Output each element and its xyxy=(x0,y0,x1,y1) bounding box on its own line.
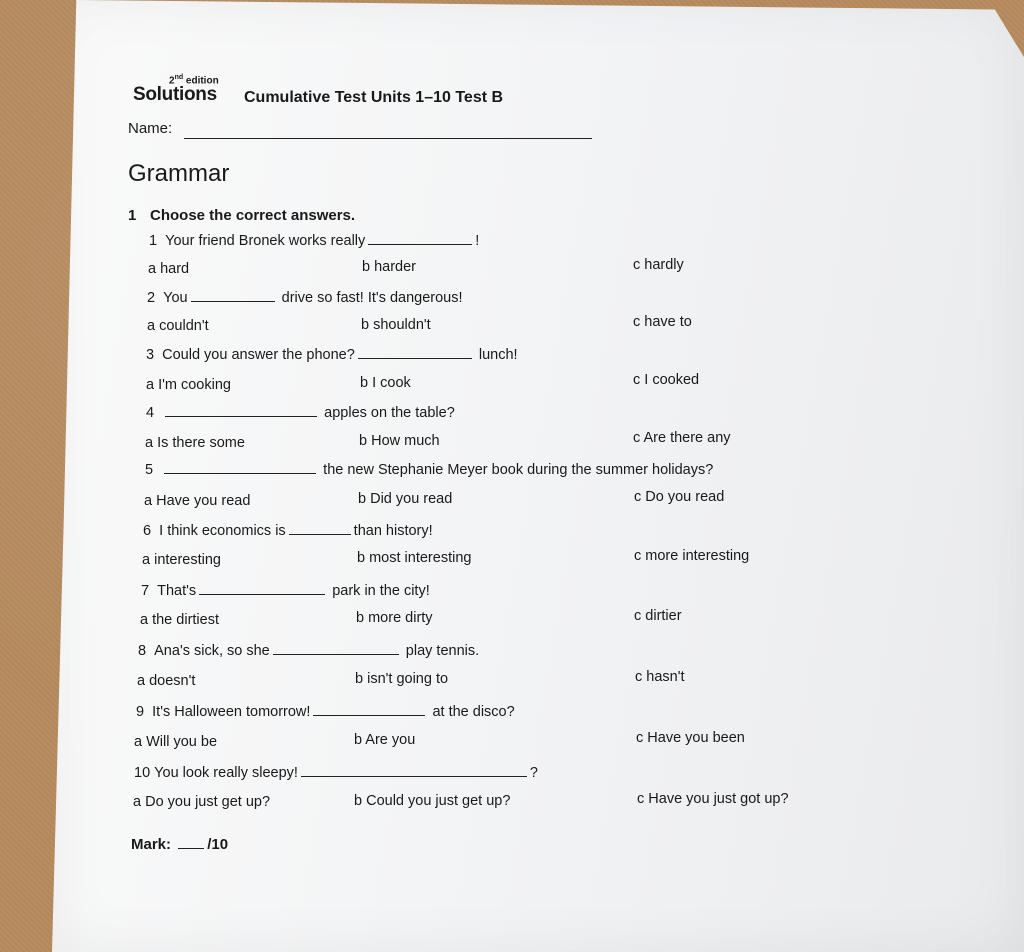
option-9b[interactable]: b Are you xyxy=(354,732,416,748)
task-heading xyxy=(128,207,355,224)
task-number: 1 xyxy=(128,207,137,224)
option-3c[interactable]: c I cooked xyxy=(633,372,700,388)
option-1c[interactable]: c hardly xyxy=(633,257,684,273)
question-2: 2 You drive so fast! It's dangerous! xyxy=(147,290,463,306)
option-10c[interactable]: c Have you just got up? xyxy=(637,791,789,807)
option-5a[interactable]: a Have you read xyxy=(144,493,251,509)
question-4: 4 apples on the table? xyxy=(146,405,455,421)
name-field[interactable] xyxy=(184,138,592,139)
question-3: 3 Could you answer the phone? lunch! xyxy=(146,347,518,363)
mark-line xyxy=(131,836,228,853)
option-7c[interactable]: c dirtier xyxy=(634,608,682,624)
option-8b[interactable]: b isn't going to xyxy=(355,671,449,687)
answer-blank[interactable] xyxy=(358,346,472,359)
question-6: 6 I think economics is than history! xyxy=(143,523,433,539)
answer-blank[interactable] xyxy=(199,582,325,595)
option-6a[interactable]: a interesting xyxy=(142,552,221,568)
answer-blank[interactable] xyxy=(273,642,399,655)
name-label: Name: xyxy=(128,120,173,137)
option-3a[interactable]: a I'm cooking xyxy=(146,377,231,393)
answer-blank[interactable] xyxy=(368,232,472,245)
mark-total: /10 xyxy=(207,836,229,853)
option-10a[interactable]: a Do you just get up? xyxy=(133,794,271,810)
option-4b[interactable]: b How much xyxy=(359,433,440,449)
task-instruction: Choose the correct answers. xyxy=(150,207,356,224)
question-7: 7 That's park in the city! xyxy=(141,583,430,599)
option-6b[interactable]: b most interesting xyxy=(357,550,472,566)
option-3b[interactable]: b I cook xyxy=(360,375,411,391)
option-2a[interactable]: a couldn't xyxy=(147,318,209,334)
question-9: 9 It's Halloween tomorrow! at the disco? xyxy=(136,704,515,720)
edition-label: 2nd edition xyxy=(169,74,219,87)
answer-blank[interactable] xyxy=(164,461,316,474)
option-5c[interactable]: c Do you read xyxy=(634,489,725,505)
answer-blank[interactable] xyxy=(165,404,317,417)
option-5b[interactable]: b Did you read xyxy=(358,491,453,507)
option-9c[interactable]: c Have you been xyxy=(636,730,745,746)
option-1a[interactable]: a hard xyxy=(148,261,190,277)
question-1: 1 Your friend Bronek works really ! xyxy=(149,233,480,249)
option-10b[interactable]: b Could you just get up? xyxy=(354,793,511,809)
option-7b[interactable]: b more dirty xyxy=(356,610,433,626)
option-8a[interactable]: a doesn't xyxy=(137,673,196,689)
brand-name: Solutions xyxy=(133,84,217,105)
question-10: 10 You look really sleepy! ? xyxy=(134,765,538,781)
option-6c[interactable]: c more interesting xyxy=(634,548,750,564)
answer-blank[interactable] xyxy=(289,522,351,535)
option-2b[interactable]: b shouldn't xyxy=(361,317,431,333)
option-9a[interactable]: a Will you be xyxy=(134,734,218,750)
option-8c[interactable]: c hasn't xyxy=(635,669,685,685)
option-4a[interactable]: a Is there some xyxy=(145,435,245,451)
option-1b[interactable]: b harder xyxy=(362,259,417,275)
answer-blank[interactable] xyxy=(301,764,527,777)
section-title: Grammar xyxy=(128,160,230,187)
answer-blank[interactable] xyxy=(313,703,425,716)
answer-blank[interactable] xyxy=(191,289,275,302)
option-7a[interactable]: a the dirtiest xyxy=(140,612,219,628)
option-4c[interactable]: c Are there any xyxy=(633,430,731,446)
option-2c[interactable]: c have to xyxy=(633,314,692,330)
question-5: 5 the new Stephanie Meyer book during the summer holidays? xyxy=(145,462,714,478)
test-title: Cumulative Test Units 1–10 Test B xyxy=(244,89,504,106)
mark-blank[interactable] xyxy=(178,836,204,849)
mark-label: Mark: xyxy=(131,836,172,853)
question-8: 8 Ana's sick, so she play tennis. xyxy=(138,643,480,659)
